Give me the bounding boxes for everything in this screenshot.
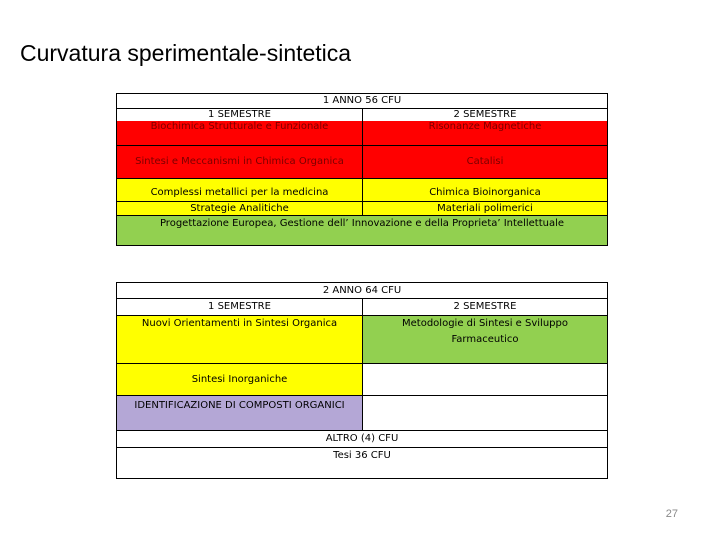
year2-course-metodologie-line2: Farmaceutico [451, 334, 519, 345]
year2-course-nuovi-orientamenti: Nuovi Orientamenti in Sintesi Organica [116, 315, 363, 364]
year1-sem2-course-1 [362, 108, 608, 146]
year1-course-bioinorganica: Chimica Bioinorganica [362, 178, 608, 202]
year2-other-line1: ALTRO (4) CFU [325, 433, 399, 444]
year1-course-strategie: Strategie Analitiche [116, 201, 363, 216]
year1-course-catalisi: Catalisi [362, 145, 608, 179]
year2-course-metodologie [362, 315, 608, 364]
year1-sem1-course-1 [116, 108, 363, 146]
year2-course-sintesi-inorganiche: Sintesi Inorganiche [116, 363, 363, 396]
year2-empty-cell-1 [362, 363, 608, 396]
year1-course-biochimica: Biochimica Strutturale e Funzionale [150, 121, 329, 132]
year2-empty-cell-2 [362, 395, 608, 431]
year2-header-text: 2 ANNO 64 CFU [322, 285, 402, 296]
year1-course-progettazione: Progettazione Europea, Gestione dell’ Innovazione e della Proprieta’ Intellettuale [116, 215, 608, 246]
year1-table [116, 93, 608, 246]
year2-header [116, 282, 608, 299]
slide-title: Curvatura sperimentale-sintetica [20, 40, 352, 66]
year2-other-credits [116, 430, 608, 448]
year1-sem2-label: 2 SEMESTRE [363, 109, 607, 121]
year2-thesis-credits [116, 447, 608, 479]
page-number: 27 [665, 508, 678, 520]
year2-other-line2: Tesi 36 CFU [333, 450, 391, 461]
year2-course-identificazione: IDENTIFICAZIONE DI COMPOSTI ORGANICI [116, 395, 363, 431]
year1-course-materiali: Materiali polimerici [362, 201, 608, 216]
year1-sem1-label: 1 SEMESTRE [117, 109, 362, 121]
year1-course-complessi: Complessi metallici per la medicina [116, 178, 363, 202]
year2-sem2-label: 2 SEMESTRE [362, 298, 608, 316]
year2-table [116, 282, 608, 461]
year2-course-metodologie-line1: Metodologie di Sintesi e Sviluppo [402, 318, 568, 329]
year1-course-risonanze: Risonanze Magnetiche [428, 121, 542, 132]
year1-course-sintesi-meccanismi: Sintesi e Meccanismi in Chimica Organica [116, 145, 363, 179]
year1-header: 1 ANNO 56 CFU [116, 93, 608, 109]
year2-sem1-label: 1 SEMESTRE [116, 298, 363, 316]
